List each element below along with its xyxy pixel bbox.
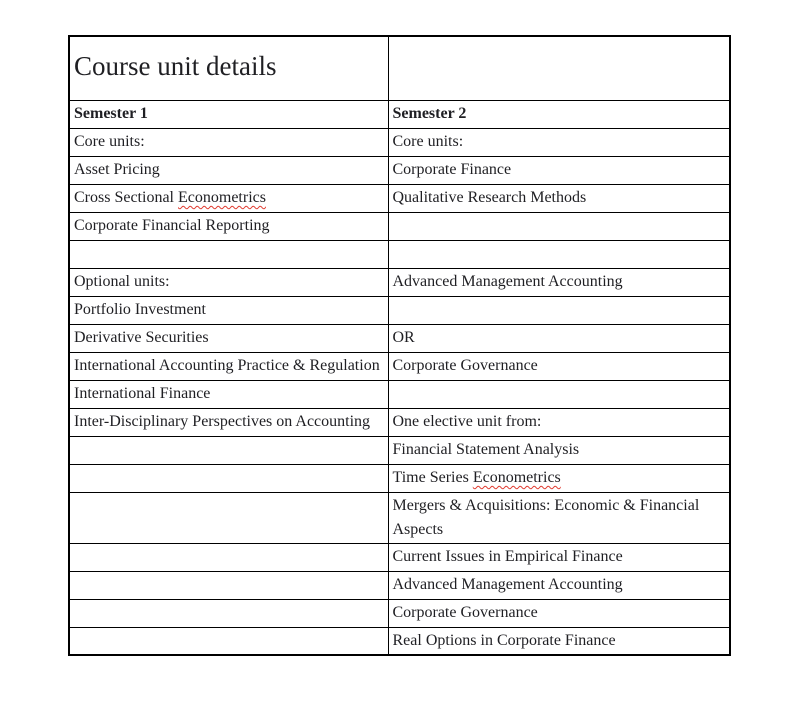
table-row bbox=[69, 464, 730, 492]
semester1-header-cell bbox=[69, 100, 388, 128]
cell-text: Current Issues in Empirical Finance bbox=[392, 548, 623, 565]
semester2-header-cell bbox=[388, 100, 730, 128]
cell-s2-corporate-finance bbox=[388, 156, 730, 184]
cell-text: Qualitative Research Methods bbox=[392, 189, 587, 206]
cell-text: Cross Sectional bbox=[74, 189, 178, 206]
cell-text: International Finance bbox=[74, 385, 211, 402]
table-row bbox=[69, 543, 730, 571]
cell-text: Portfolio Investment bbox=[74, 301, 206, 318]
cell-text: Advanced Management Accounting bbox=[392, 576, 623, 593]
cell-text: One elective unit from: bbox=[392, 413, 542, 430]
cell-s1-empty bbox=[69, 599, 388, 627]
cell-text: Advanced Management Accounting bbox=[392, 273, 623, 290]
cell-text: Real Options in Corporate Finance bbox=[392, 631, 616, 649]
table-row bbox=[69, 627, 730, 655]
cell-text: OR bbox=[392, 329, 415, 346]
cell-s1-empty bbox=[69, 436, 388, 464]
cell-s2-empty bbox=[388, 212, 730, 240]
cell-s2-empty bbox=[388, 240, 730, 268]
cell-s1-derivative-securities bbox=[69, 324, 388, 352]
cell-s1-asset-pricing bbox=[69, 156, 388, 184]
cell-s2-qualitative-research-methods bbox=[388, 184, 730, 212]
cell-text: Financial Statement Analysis bbox=[392, 441, 580, 458]
cell-text: Corporate Governance bbox=[392, 604, 538, 621]
cell-s1-optional-units bbox=[69, 268, 388, 296]
cell-s1-empty bbox=[69, 464, 388, 492]
cell-s1-inter-disciplinary-perspectives bbox=[69, 408, 388, 436]
cell-s2-mergers-acquisitions bbox=[388, 492, 730, 543]
course-unit-table bbox=[68, 35, 731, 656]
table-row bbox=[69, 128, 730, 156]
cell-s1-empty bbox=[69, 240, 388, 268]
cell-s1-empty bbox=[69, 571, 388, 599]
cell-s1-empty bbox=[69, 492, 388, 543]
cell-s2-one-elective-unit bbox=[388, 408, 730, 436]
cell-text: Derivative Securities bbox=[74, 329, 209, 346]
semester1-header: Semester 1 bbox=[74, 105, 148, 122]
cell-s1-portfolio-investment bbox=[69, 296, 388, 324]
table-row bbox=[69, 571, 730, 599]
cell-text: Asset Pricing bbox=[74, 161, 160, 178]
cell-s1-core-units bbox=[69, 128, 388, 156]
header-row bbox=[69, 100, 730, 128]
cell-text: Inter-Disciplinary Perspectives on Accounting bbox=[74, 413, 371, 430]
cell-s1-international-finance bbox=[69, 380, 388, 408]
table-row bbox=[69, 212, 730, 240]
cell-text: Core units: bbox=[392, 133, 464, 150]
cell-s2-advanced-management-accounting bbox=[388, 268, 730, 296]
cell-s2-corporate-governance bbox=[388, 352, 730, 380]
cell-text: Mergers & Acquisitions: Economic & Financial Aspects bbox=[392, 496, 700, 538]
table-row bbox=[69, 436, 730, 464]
cell-text: Corporate Financial Reporting bbox=[74, 217, 270, 234]
cell-s1-empty bbox=[69, 627, 388, 655]
table-row bbox=[69, 240, 730, 268]
page-title: Course unit details bbox=[74, 50, 277, 81]
cell-s1-empty bbox=[69, 543, 388, 571]
cell-s1-cross-sectional-econometrics bbox=[69, 184, 388, 212]
cell-s2-time-series-econometrics bbox=[388, 464, 730, 492]
table-row bbox=[69, 324, 730, 352]
table-row bbox=[69, 408, 730, 436]
table-row bbox=[69, 599, 730, 627]
table-row bbox=[69, 156, 730, 184]
title-row-empty-cell bbox=[388, 36, 730, 100]
cell-s2-or bbox=[388, 324, 730, 352]
table-row bbox=[69, 352, 730, 380]
cell-text: Core units: bbox=[74, 133, 145, 150]
misspelled-word: Econometrics bbox=[178, 189, 266, 206]
cell-text: Time Series bbox=[392, 469, 473, 486]
misspelled-word: Econometrics bbox=[472, 469, 561, 486]
cell-text: Corporate Governance bbox=[392, 357, 538, 374]
cell-s2-empty bbox=[388, 380, 730, 408]
table-row bbox=[69, 268, 730, 296]
cell-s2-financial-statement-analysis bbox=[388, 436, 730, 464]
cell-s2-core-units bbox=[388, 128, 730, 156]
cell-s2-advanced-management-accounting-2 bbox=[388, 571, 730, 599]
title-cell bbox=[69, 36, 388, 100]
title-row bbox=[69, 36, 730, 100]
cell-s2-corporate-governance-2 bbox=[388, 599, 730, 627]
table-row bbox=[69, 184, 730, 212]
cell-s2-real-options-corporate-finance bbox=[388, 627, 730, 655]
cell-s2-empty bbox=[388, 296, 730, 324]
table-row bbox=[69, 492, 730, 543]
cell-text: International Accounting Practice & Regulation bbox=[74, 357, 380, 374]
cell-s1-corporate-financial-reporting bbox=[69, 212, 388, 240]
cell-text: Corporate Finance bbox=[392, 161, 512, 178]
cell-text: Optional units: bbox=[74, 273, 170, 290]
table-row bbox=[69, 380, 730, 408]
semester2-header: Semester 2 bbox=[392, 105, 467, 122]
cell-s1-international-accounting-practice bbox=[69, 352, 388, 380]
cell-s2-current-issues-empirical-finance bbox=[388, 543, 730, 571]
table-row bbox=[69, 296, 730, 324]
